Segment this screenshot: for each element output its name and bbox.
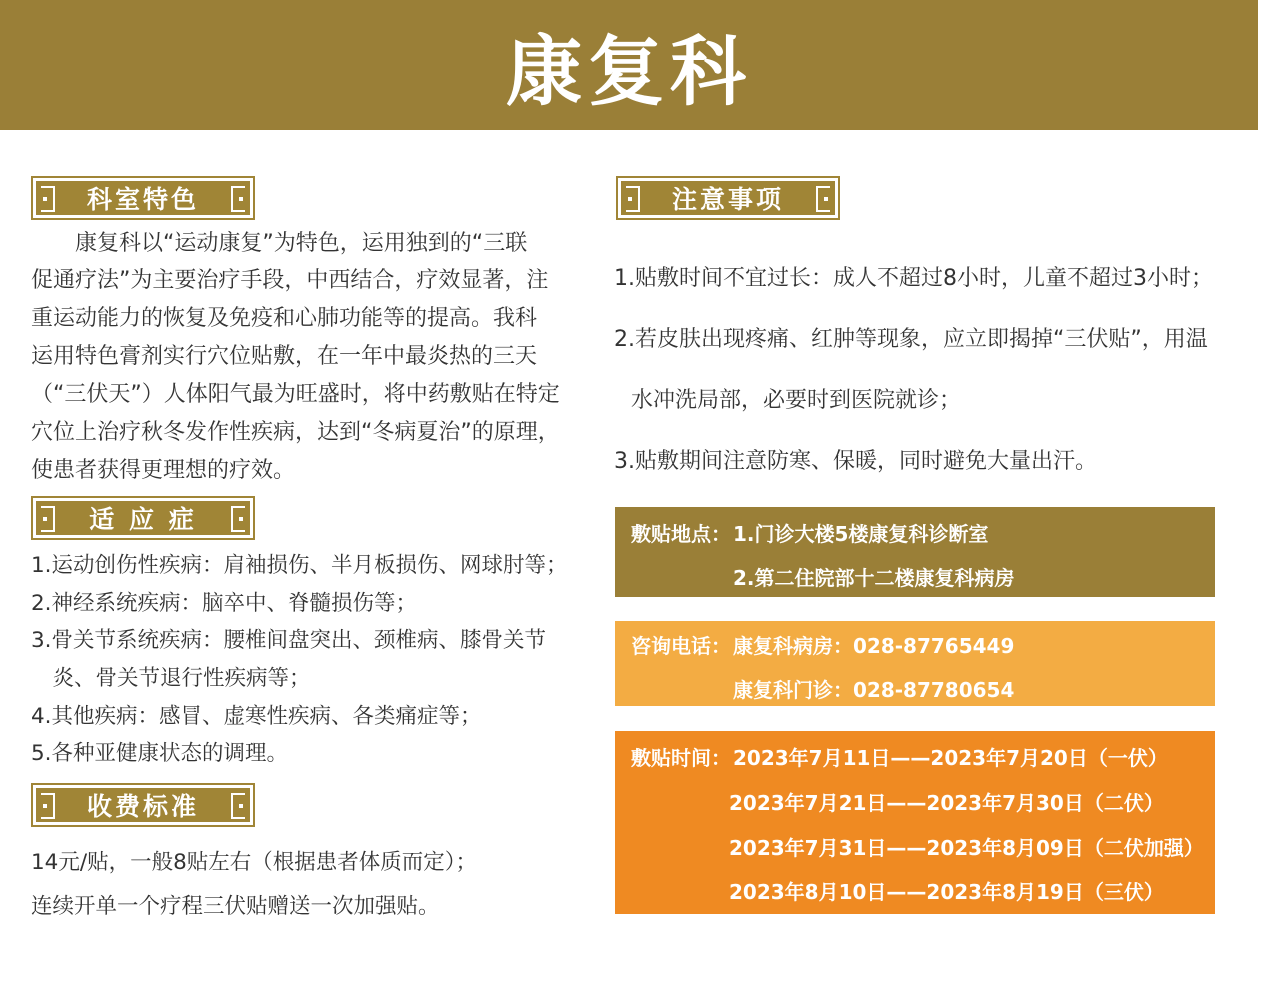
list-item: 炎、骨关节退行性疾病等； [31, 666, 311, 691]
time-line: 2023年8月10日——2023年8月19日（三伏） [729, 880, 1164, 904]
ornament-right-icon [231, 186, 245, 212]
list-item: 3.骨关节系统疾病：腰椎间盘突出、颈椎病、膝骨关节 [31, 628, 547, 653]
ornament-right-icon [231, 793, 245, 819]
features-line: （“三伏天”）人体阳气最为旺盛时，将中药敷贴在特定 [31, 382, 560, 407]
fees-line: 连续开单一个疗程三伏贴赠送一次加强贴。 [31, 894, 440, 919]
section-title-text: 收费标准 [86, 792, 199, 821]
section-title-text: 注意事项 [671, 185, 784, 214]
section-title-bar [621, 181, 835, 215]
phone-line: 康复科病房：028-87765449 [733, 634, 1015, 658]
section-title-bar [36, 501, 250, 535]
section-title-bar [36, 788, 250, 822]
ornament-left-icon [41, 793, 55, 819]
list-item: 2.神经系统疾病：脑卒中、脊髓损伤等； [31, 591, 418, 616]
list-item: 1.运动创伤性疾病：肩袖损伤、半月板损伤、网球肘等； [31, 553, 568, 578]
note-line: 3.贴敷期间注意防寒、保暖，同时避免大量出汗。 [614, 449, 1097, 474]
features-line: 重运动能力的恢复及免疫和心肺功能等的提高。我科 [31, 306, 538, 331]
note-line: 2.若皮肤出现疼痛、红肿等现象，应立即揭掉“三伏贴”，用温 [614, 327, 1208, 352]
location-line: 1.门诊大楼5楼康复科诊断室 [733, 522, 989, 546]
note-line: 水冲洗局部，必要时到医院就诊； [631, 388, 962, 413]
phone-line: 康复科门诊：028-87780654 [733, 678, 1015, 702]
location-box [615, 507, 1215, 597]
section-title-text: 科室特色 [86, 185, 199, 214]
features-line: 运用特色膏剂实行穴位贴敷，在一年中最炎热的三天 [31, 344, 538, 369]
ornament-left-icon [41, 506, 55, 532]
features-line: 穴位上治疗秋冬发作性疾病，达到“冬病夏治”的原理， [31, 420, 560, 445]
section-title-fees [31, 783, 255, 827]
ornament-left-icon [626, 186, 640, 212]
phone-label: 咨询电话： [631, 634, 731, 658]
time-line: 2023年7月31日——2023年8月09日（二伏加强） [729, 836, 1204, 860]
section-title-text: 适 应 症 [89, 505, 197, 534]
section-title-features [31, 176, 255, 220]
location-line: 2.第二住院部十二楼康复科病房 [733, 566, 1015, 590]
list-item: 5.各种亚健康状态的调理。 [31, 741, 289, 766]
page-header [0, 0, 1258, 130]
features-line: 促通疗法”为主要治疗手段，中西结合，疗效显著，注 [31, 268, 549, 293]
time-line: 2023年7月11日——2023年7月20日（一伏） [733, 746, 1168, 770]
section-title-indications [31, 496, 255, 540]
features-line: 使患者获得更理想的疗效。 [31, 458, 296, 483]
time-label: 敷贴时间： [631, 746, 731, 770]
ornament-right-icon [231, 506, 245, 532]
section-title-notes [616, 176, 840, 220]
features-line: 康复科以“运动康复”为特色，运用独到的“三联 [31, 231, 528, 256]
time-line: 2023年7月21日——2023年7月30日（二伏） [729, 791, 1164, 815]
page-title: 康复科 [506, 26, 752, 116]
fees-line: 14元/贴，一般8贴左右（根据患者体质而定）； [31, 850, 478, 875]
list-item: 4.其他疾病：感冒、虚寒性疾病、各类痛症等； [31, 704, 482, 729]
phone-box [615, 621, 1215, 706]
section-title-bar [36, 181, 250, 215]
ornament-right-icon [816, 186, 830, 212]
time-box [615, 731, 1215, 914]
note-line: 1.贴敷时间不宜过长：成人不超过8小时，儿童不超过3小时； [614, 266, 1213, 291]
ornament-left-icon [41, 186, 55, 212]
location-label: 敷贴地点： [631, 522, 731, 546]
